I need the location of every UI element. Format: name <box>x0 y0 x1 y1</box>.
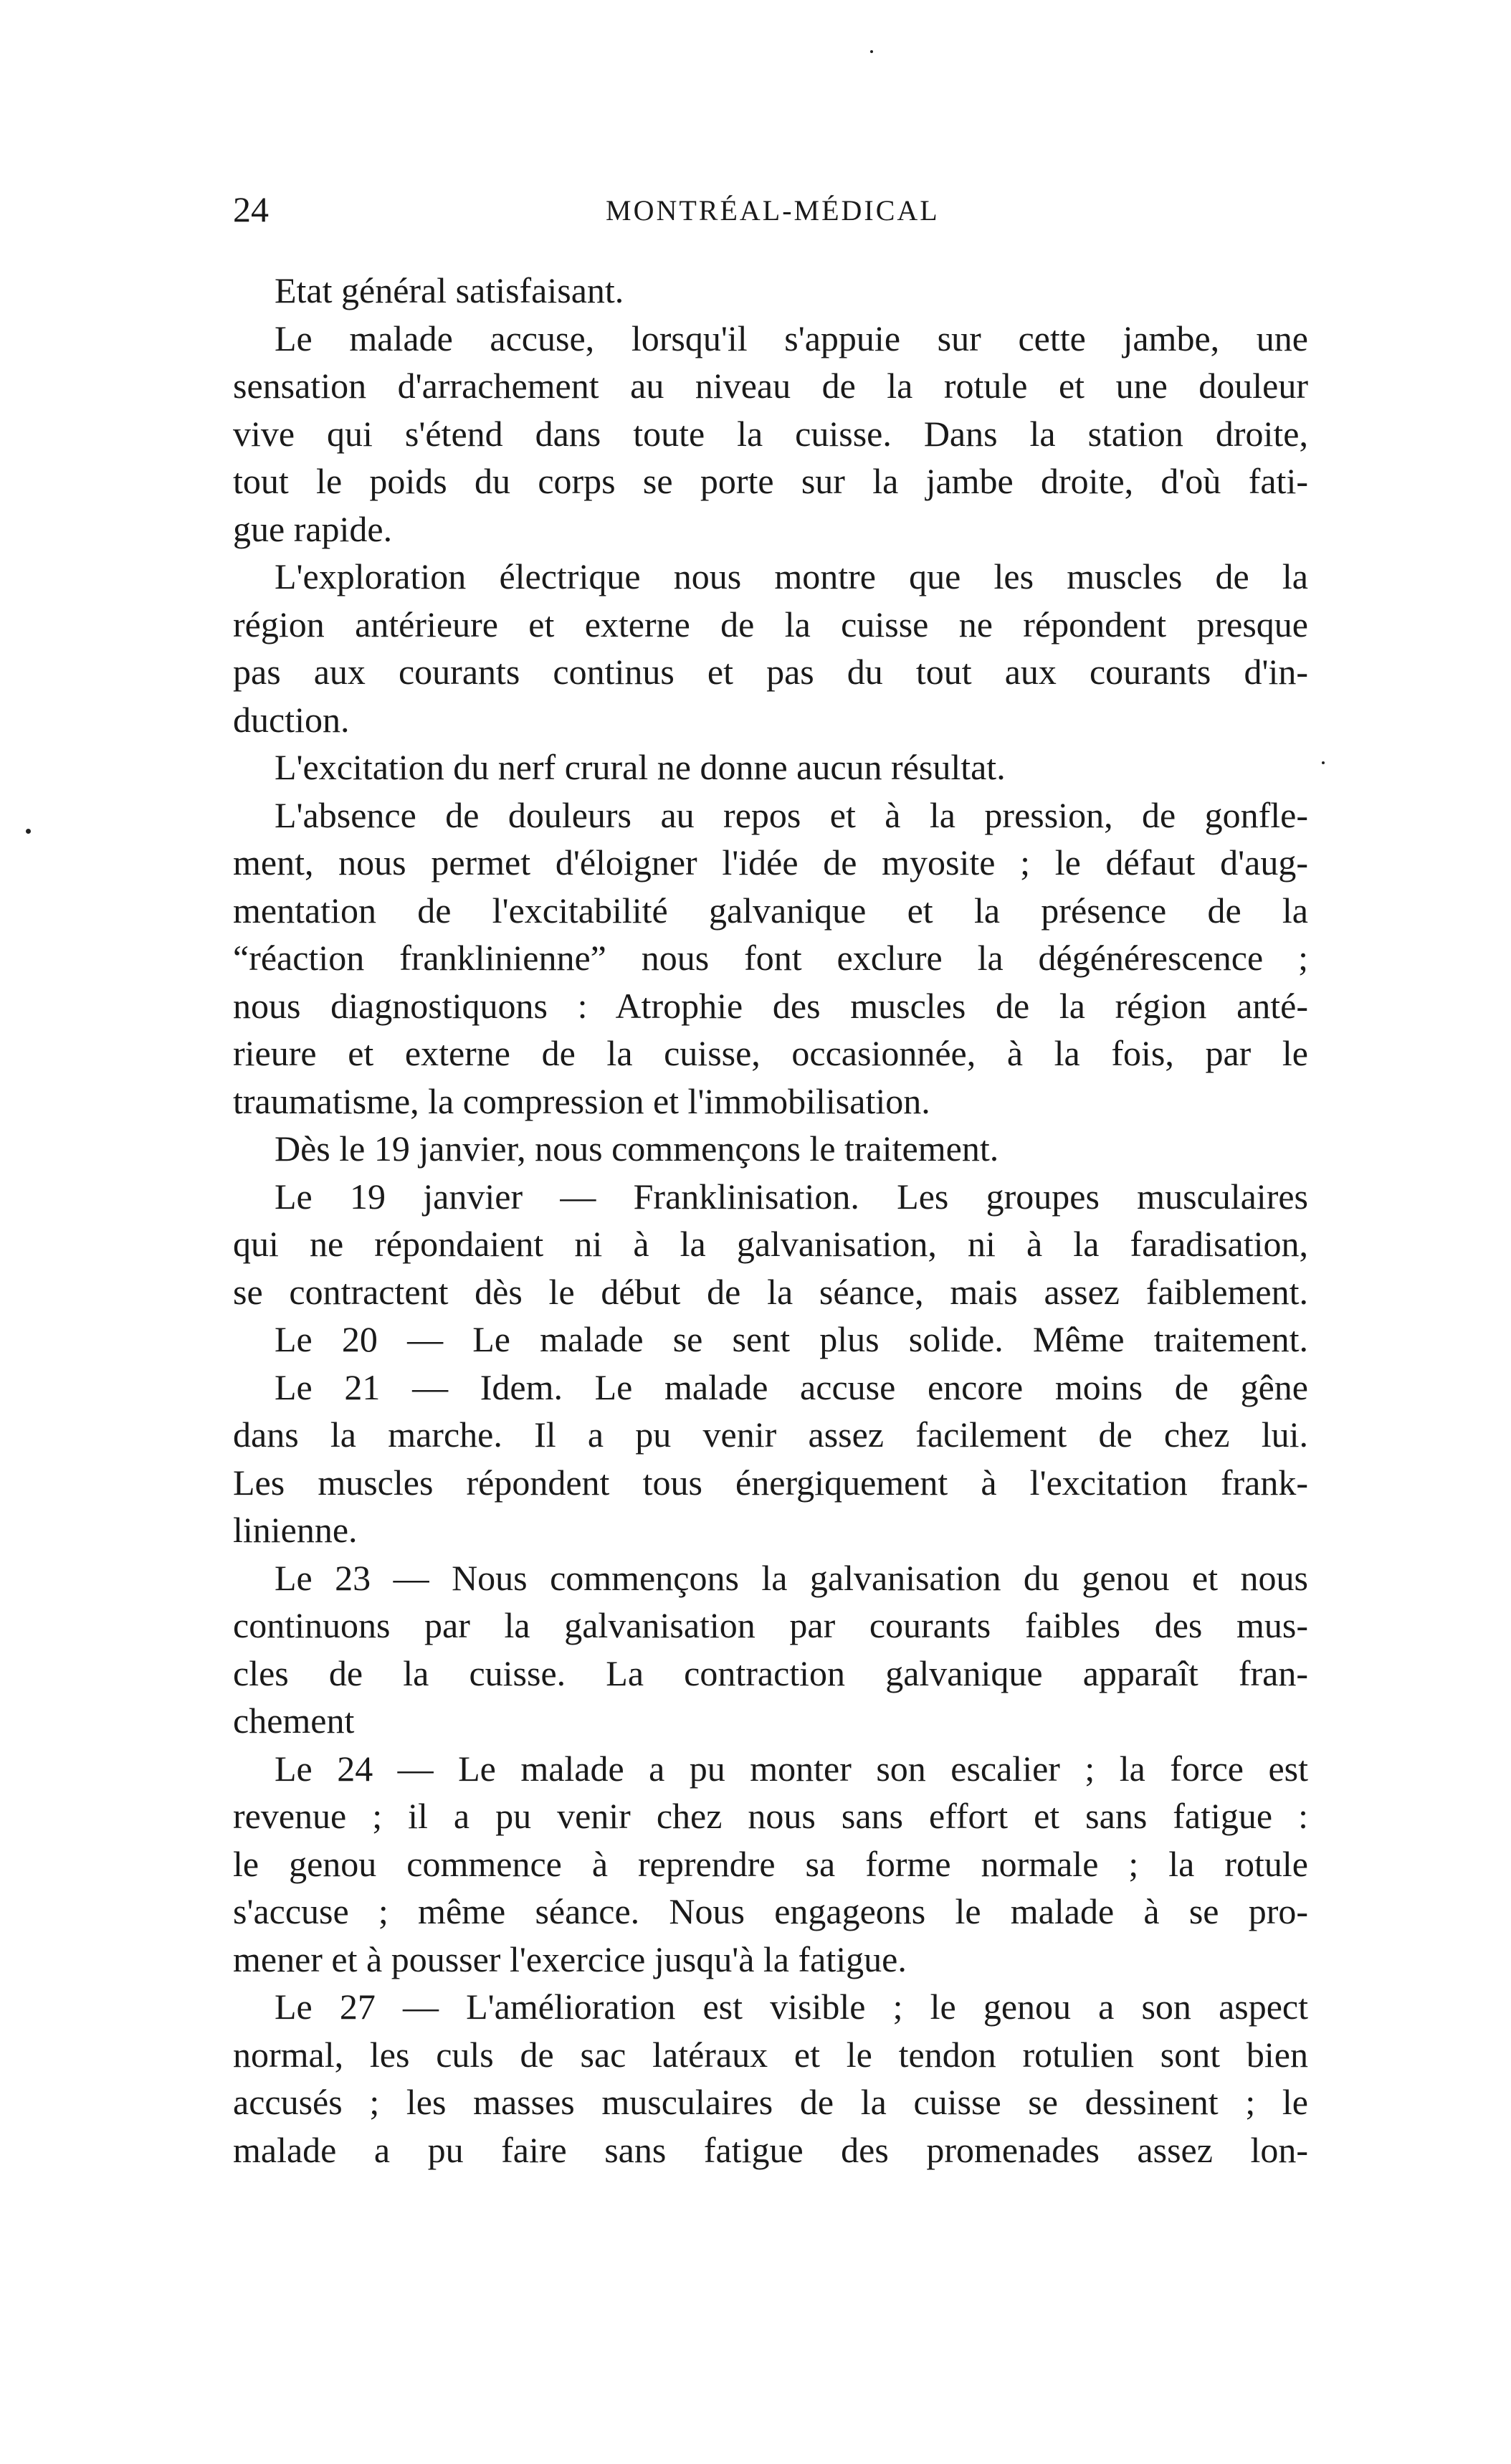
text-line: Le 20 — Le malade se sent plus solide. Même traitement. <box>275 1319 1308 1359</box>
text-line: revenue ; il a pu venir chez nous sans effort et sans fatigue : <box>233 1796 1308 1836</box>
text-line: accusés ; les masses musculaires de la cuisse se dessinent ; le <box>233 2082 1308 2122</box>
text-line: Le 21 — Idem. Le malade accuse encore moins de gêne <box>275 1366 1308 1407</box>
text-line: Dès le 19 janvier, nous commençons le traitement. <box>275 1128 999 1169</box>
text-line: traumatisme, la compression et l'immobilisation. <box>233 1080 930 1121</box>
page-number: 24 <box>233 189 269 229</box>
running-head <box>233 188 1308 231</box>
text-line: mentation de l'excitabilité galvanique et la présence de la <box>233 890 1308 931</box>
text-line: “réaction franklinienne” nous font exclure la dégénérescence ; <box>233 938 1308 978</box>
text-line: Le 23 — Nous commençons la galvanisation du genou et nous <box>275 1557 1308 1598</box>
scan-speck <box>1322 761 1325 764</box>
text-line: Le malade accuse, lorsqu'il s'appuie sur cette jambe, une <box>275 318 1308 358</box>
text-line: Le 27 — L'amélioration est visible ; le genou a son aspect <box>275 1987 1308 2027</box>
text-line: normal, les culs de sac latéraux et le tendon rotulien sont bien <box>233 2034 1308 2075</box>
text-line: tout le poids du corps se porte sur la jambe droite, d'où fati- <box>233 461 1308 501</box>
text-line: continuons par la galvanisation par courants faibles des mus- <box>233 1605 1308 1645</box>
text-line: Le 19 janvier — Franklinisation. Les groupes musculaires <box>275 1176 1308 1217</box>
text-line: vive qui s'étend dans toute la cuisse. Dans la station droite, <box>233 413 1308 454</box>
text-line: se contractent dès le début de la séance, mais assez faiblement. <box>233 1271 1308 1312</box>
scan-speck <box>870 50 873 53</box>
text-line: mener et à pousser l'exercice jusqu'à la fatigue. <box>233 1939 907 1979</box>
text-line: sensation d'arrachement au niveau de la rotule et une douleur <box>233 366 1308 406</box>
text-line: dans la marche. Il a pu venir assez facilement de chez lui. <box>233 1414 1308 1455</box>
text-line: L'absence de douleurs au repos et à la pression, de gonfle- <box>275 794 1308 835</box>
text-line: ment, nous permet d'éloigner l'idée de myosite ; le défaut d'aug- <box>233 842 1308 883</box>
text-line: région antérieure et externe de la cuisse ne répondent presque <box>233 604 1308 644</box>
text-line: s'accuse ; même séance. Nous engageons le malade à se pro- <box>233 1891 1308 1931</box>
text-line: gue rapide. <box>233 508 393 549</box>
text-line: Le 24 — Le malade a pu monter son escalier ; la force est <box>275 1748 1308 1789</box>
text-line: linienne. <box>233 1510 358 1550</box>
text-line: pas aux courants continus et pas du tout aux courants d'in- <box>233 652 1308 692</box>
text-line: chement <box>233 1700 355 1741</box>
text-line: L'excitation du nerf crural ne donne aucun résultat. <box>275 747 1006 787</box>
text-line: rieure et externe de la cuisse, occasionnée, à la fois, par le <box>233 1033 1308 1073</box>
text-line: cles de la cuisse. La contraction galvanique apparaît fran- <box>233 1652 1308 1693</box>
text-line: duction. <box>233 699 350 740</box>
text-line: le genou commence à reprendre sa forme normale ; la rotule <box>233 1843 1308 1884</box>
text-line: qui ne répondaient ni à la galvanisation, ni à la faradisation, <box>233 1224 1308 1264</box>
journal-title: MONTRÉAL-MÉDICAL <box>606 194 940 227</box>
text-line: malade a pu faire sans fatigue des promenades assez lon- <box>233 2129 1308 2170</box>
text-line: Etat général satisfaisant. <box>275 270 624 310</box>
scan-speck <box>26 829 31 834</box>
text-line: Les muscles répondent tous énergiquement à l'excitation frank- <box>233 1462 1308 1503</box>
text-line: L'exploration électrique nous montre que les muscles de la <box>275 556 1308 596</box>
text-line: nous diagnostiquons : Atrophie des muscles de la région anté- <box>233 985 1308 1026</box>
body-text <box>233 267 1308 2174</box>
